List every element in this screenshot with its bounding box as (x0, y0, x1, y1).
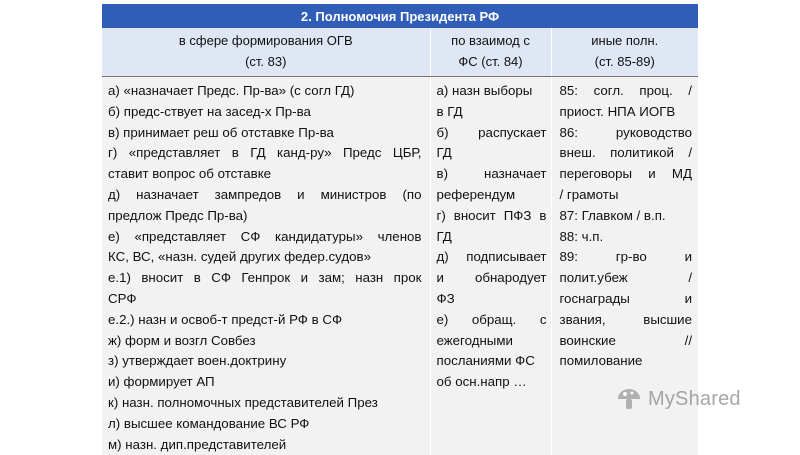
column-header-line: в сфере формирования ОГВ (102, 30, 430, 51)
col2-line: в ГД (437, 102, 547, 123)
col2-line: д) подписывает (437, 247, 547, 268)
col1-line: СРФ (108, 289, 422, 310)
col2-line: ГД (437, 227, 547, 248)
col1-line: е.1) вносит в СФ Генпрок и зам; назн прок (108, 268, 422, 289)
col3-line: полит.убеж / (560, 268, 693, 289)
col1-line: ставит вопрос об отставке (108, 164, 422, 185)
col1-line: и) формирует АП (108, 372, 422, 393)
col3-line: приост. НПА ИОГВ (560, 102, 693, 123)
col3-line: госнаграды и (560, 289, 693, 310)
mushroom-logo-icon (616, 386, 642, 412)
table-title: 2. Полномочия Президента РФ (102, 4, 698, 28)
watermark (616, 386, 741, 412)
col3-line: 89: гр-во и (560, 247, 693, 268)
column-header-line: по взаимод с (431, 30, 551, 51)
col2-line: ФЗ (437, 289, 547, 310)
powers-table (102, 4, 698, 455)
col3-line: 87: Главком / в.п. (560, 206, 693, 227)
col1-line: л) высшее командование ВС РФ (108, 414, 422, 435)
col2-line: и обнародует (437, 268, 547, 289)
col3-line: внеш. политикой / (560, 143, 693, 164)
col3-line: переговоры и МД (560, 164, 693, 185)
col2-line: г) вносит ПФЗ в (437, 206, 547, 227)
col2-line: е) обращ. с (437, 310, 547, 331)
column-header-ogv (102, 28, 430, 77)
col1-line: КС, ВС, «назн. судей других федер.судов» (108, 247, 422, 268)
col2-line: ГД (437, 143, 547, 164)
column-ogv-cell (102, 77, 430, 455)
column-header-line: (ст. 83) (102, 51, 430, 72)
col2-line: ежегодными (437, 331, 547, 352)
col1-line: е.2.) назн и освоб-т предст-й РФ в СФ (108, 310, 422, 331)
col3-line: помилование (560, 351, 693, 372)
col1-line: предлож Предс Пр-ва) (108, 206, 422, 227)
col1-line: б) предс-ствует на засед-х Пр-ва (108, 102, 422, 123)
col1-line: ж) форм и возгл Совбез (108, 331, 422, 352)
watermark-text: MyShared (648, 388, 741, 411)
col1-line: м) назн. дип.представителей (108, 435, 422, 455)
col3-line: звания, высшие (560, 310, 693, 331)
col1-line: в) принимает реш об отставке Пр-ва (108, 123, 422, 144)
col1-line: е) «представляет СФ кандидатуры» членов (108, 227, 422, 248)
col2-line: посланиями ФС (437, 351, 547, 372)
col3-line: 86: руководство (560, 123, 693, 144)
col1-line: д) назначает зампредов и министров (по (108, 185, 422, 206)
col2-line: б) распускает (437, 123, 547, 144)
col2-line: в) назначает (437, 164, 547, 185)
column-header-fs (430, 28, 551, 77)
col1-line: а) «назначает Предс. Пр-ва» (с согл ГД) (108, 81, 422, 102)
col3-line: 85: согл. проц. / (560, 81, 693, 102)
col2-line: а) назн выборы (437, 81, 547, 102)
col1-line: з) утверждает воен.доктрину (108, 351, 422, 372)
col3-line: / грамоты (560, 185, 693, 206)
col2-line: об осн.напр … (437, 372, 547, 393)
col1-line: г) «представляет в ГД канд-ру» Предс ЦБР, (108, 143, 422, 164)
col2-line: референдум (437, 185, 547, 206)
column-header-other (551, 28, 698, 77)
column-fs-cell (430, 77, 551, 455)
col3-line: воинские // (560, 331, 693, 352)
column-header-line: иные полн. (552, 30, 699, 51)
column-header-line: (ст. 85-89) (552, 51, 699, 72)
col1-line: к) назн. полномочных представителей През (108, 393, 422, 414)
col3-line: 88: ч.п. (560, 227, 693, 248)
column-header-line: ФС (ст. 84) (431, 51, 551, 72)
